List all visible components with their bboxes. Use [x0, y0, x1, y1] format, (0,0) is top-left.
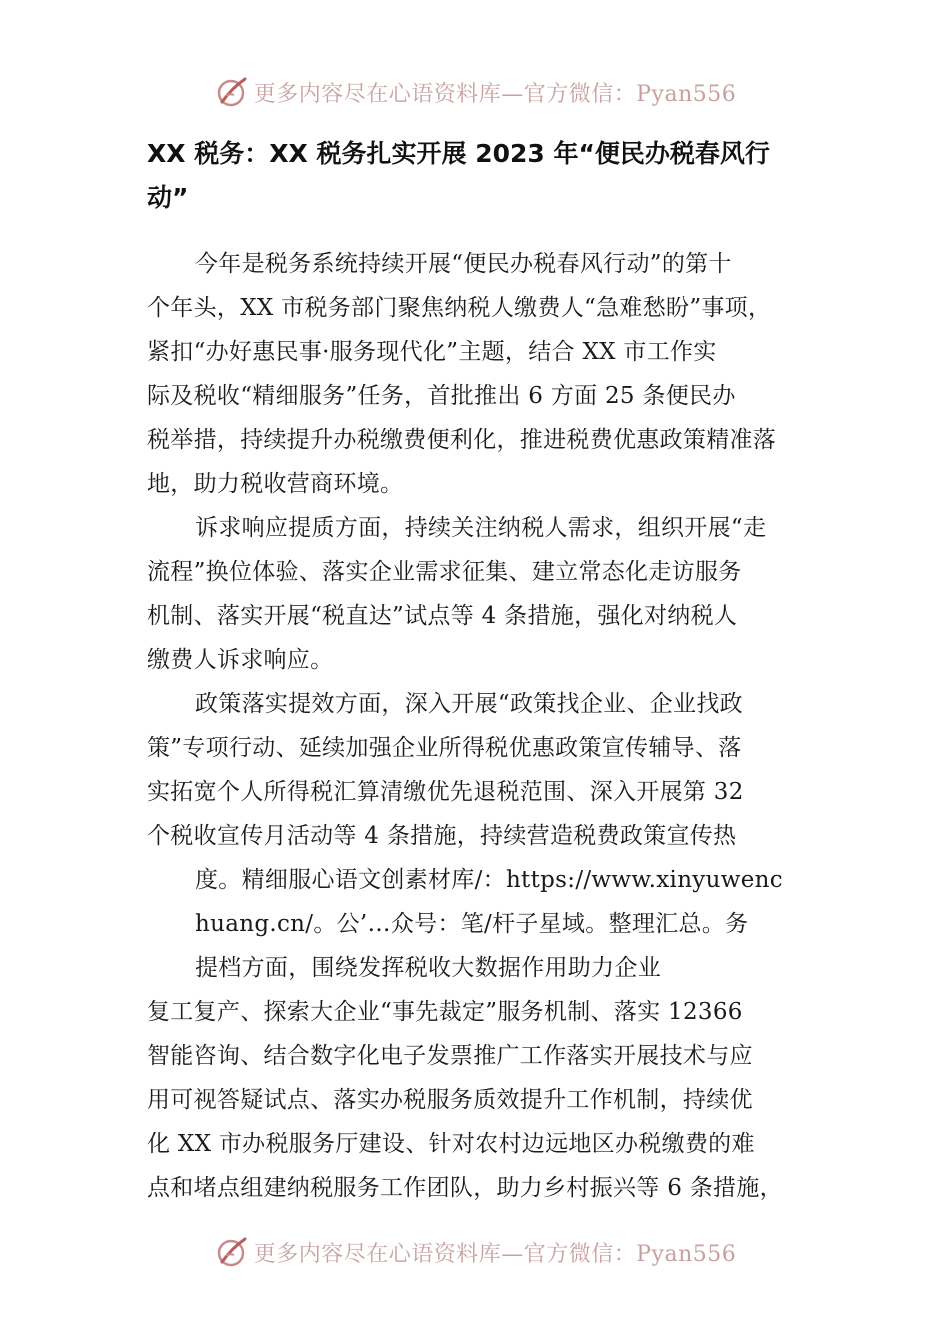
brush-logo-icon — [214, 74, 250, 110]
body-line: 际及税收“精细服务”任务，首批推出 6 方面 25 条便民办 — [147, 383, 736, 409]
watermark-text: 更多内容尽在心语资料库—官方微信：Pyan556 — [253, 81, 737, 107]
body-line: 诉求响应提质方面，持续关注纳税人需求，组织开展“走 — [195, 515, 767, 541]
body-line: 地，助力税收营商环境。 — [147, 471, 404, 497]
body-line: 用可视答疑试点、落实办税服务质效提升工作机制，持续优 — [147, 1087, 753, 1113]
watermark-banner-bottom — [0, 1230, 950, 1274]
article-title — [147, 132, 837, 220]
body-line: 政策落实提效方面，深入开展“政策找企业、企业找政 — [195, 691, 743, 717]
body-line: 智能咨询、结合数字化电子发票推广工作落实开展技术与应 — [147, 1043, 753, 1069]
body-line: 化 XX 市办税服务厅建设、针对农村边远地区办税缴费的难 — [147, 1131, 755, 1157]
body-line: 机制、落实开展“税直达”试点等 4 条措施，强化对纳税人 — [147, 603, 738, 629]
body-line: 个税收宣传月活动等 4 条措施，持续营造税费政策宣传热 — [147, 823, 737, 849]
body-line: 缴费人诉求响应。 — [147, 647, 334, 673]
watermark-text: 更多内容尽在心语资料库—官方微信：Pyan556 — [253, 1241, 737, 1267]
body-line: 提档方面，围绕发挥税收大数据作用助力企业 — [195, 955, 661, 981]
body-line: huang.cn/。公’…众号：笔/杆子星域。整理汇总。务 — [195, 911, 749, 937]
title-line: XX 税务：XX 税务扎实开展 2023 年“便民办税春风行 — [147, 139, 770, 168]
body-line: 流程”换位体验、落实企业需求征集、建立常态化走访服务 — [147, 559, 742, 585]
watermark-banner-top — [0, 70, 950, 114]
body-line: 个年头，XX 市税务部门聚焦纳税人缴费人“急难愁盼”事项， — [147, 295, 772, 321]
body-line: 度。精细服心语文创素材库/：https://www.xinyuwenc — [195, 867, 783, 893]
body-line: 策”专项行动、延续加强企业所得税优惠政策宣传辅导、落 — [147, 735, 742, 761]
body-line: 紧扣“办好惠民事·服务现代化”主题，结合 XX 市工作实 — [147, 339, 717, 365]
body-line: 复工复产、探索大企业“事先裁定”服务机制、落实 12366 — [147, 999, 743, 1025]
body-line: 今年是税务系统持续开展“便民办税春风行动”的第十 — [195, 251, 732, 277]
body-line: 实拓宽个人所得税汇算清缴优先退税范围、深入开展第 32 — [147, 779, 744, 805]
article-body — [147, 242, 827, 1210]
title-line: 动” — [147, 183, 189, 212]
body-line: 税举措，持续提升办税缴费便利化，推进税费优惠政策精准落 — [147, 427, 777, 453]
brush-logo-icon — [214, 1234, 250, 1270]
body-line: 点和堵点组建纳税服务工作团队，助力乡村振兴等 6 条措施， — [147, 1175, 783, 1201]
